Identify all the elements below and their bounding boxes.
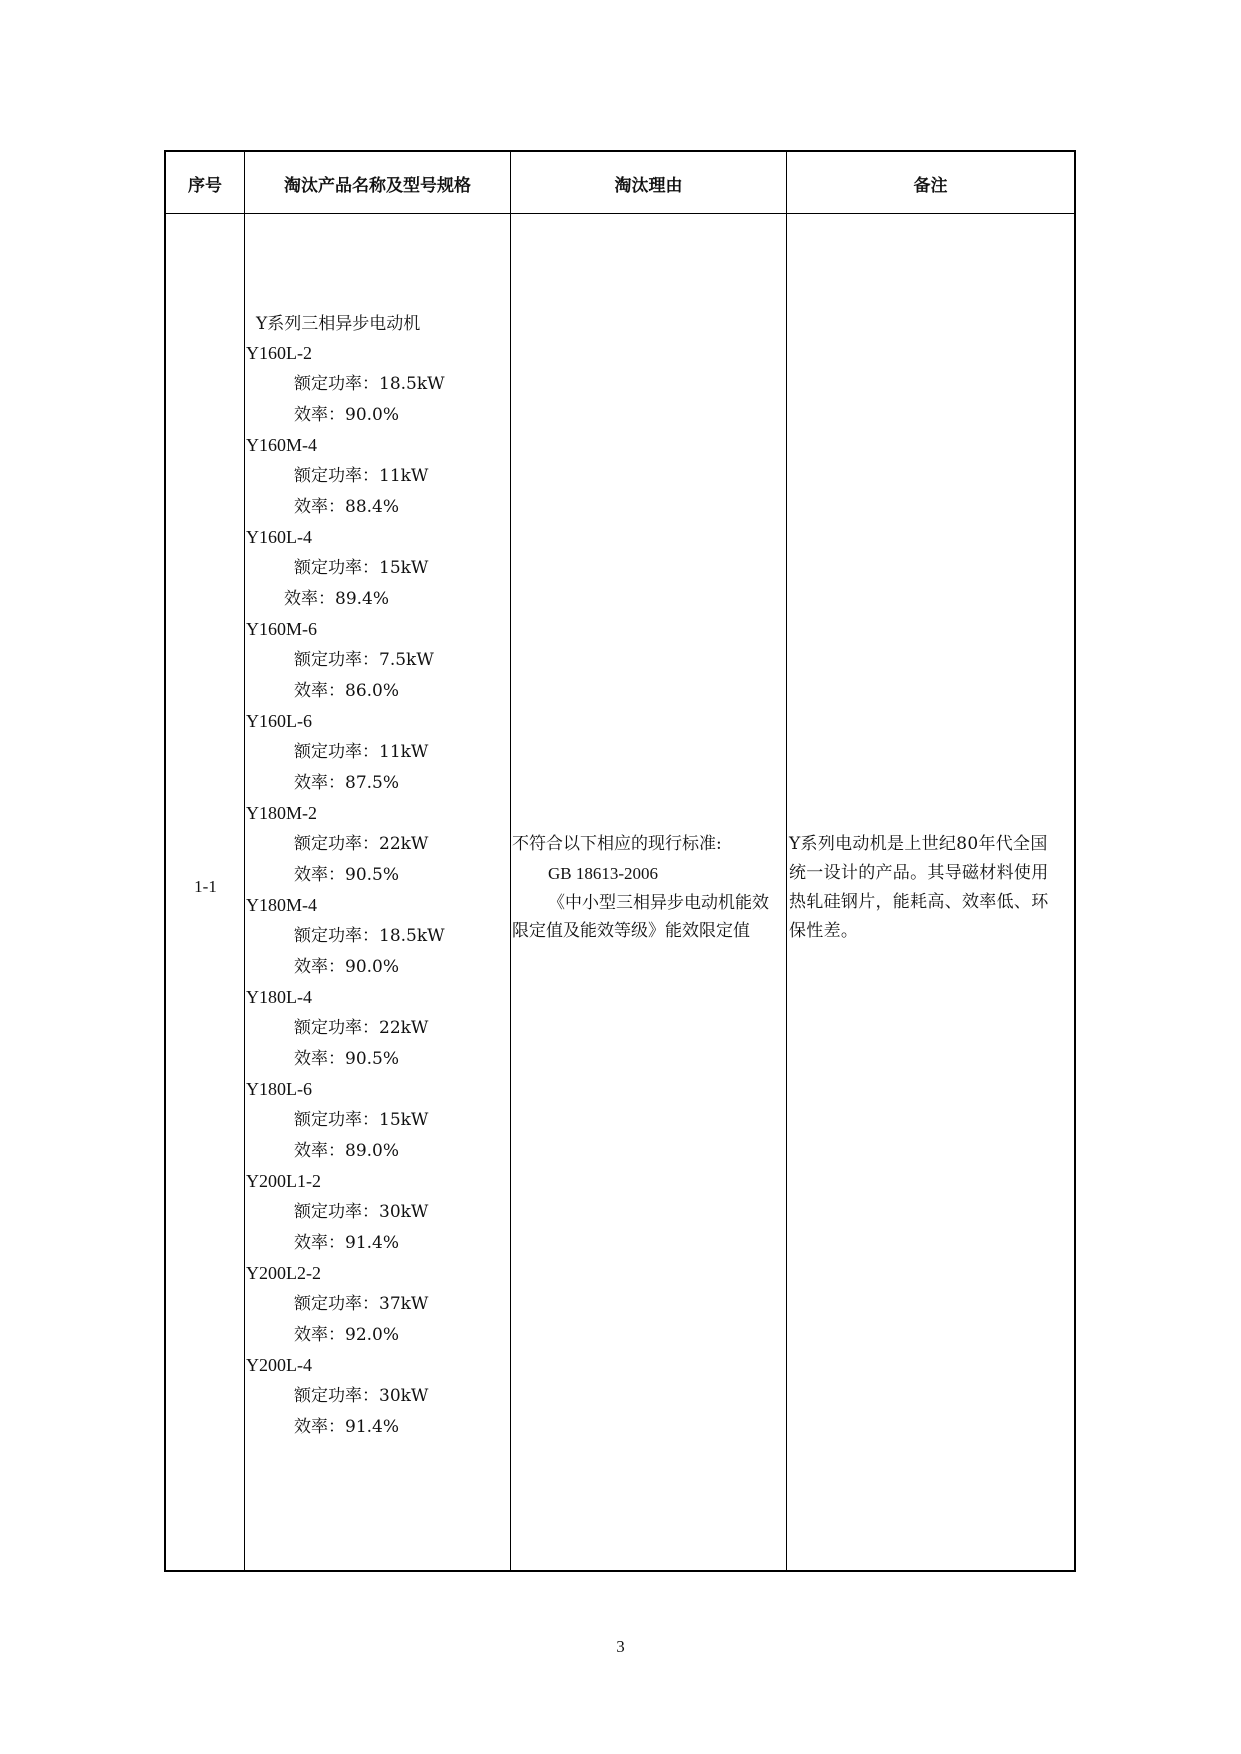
model-name: Y200L2-2 [246, 1263, 321, 1283]
efficiency: 效率：91.4% [294, 1233, 400, 1253]
remark-line: 保性差。 [789, 921, 859, 941]
product-list [246, 310, 511, 1442]
efficiency: 效率：89.4% [284, 589, 390, 609]
efficiency: 效率：92.0% [294, 1325, 400, 1345]
efficiency: 效率：88.4% [294, 497, 400, 517]
list-item [246, 982, 511, 1074]
header-reason: 淘汰理由 [614, 175, 683, 196]
list-item [246, 890, 511, 982]
list-item [246, 522, 511, 614]
model-name: Y160M-4 [246, 435, 317, 455]
efficiency: 效率：90.0% [294, 957, 400, 977]
list-item [246, 1166, 511, 1258]
list-item [246, 430, 511, 522]
efficiency: 效率：90.5% [294, 865, 400, 885]
rated-power: 额定功率：15kW [294, 558, 429, 578]
page-number: 3 [616, 1637, 625, 1656]
rated-power: 额定功率：18.5kW [294, 374, 445, 394]
rated-power: 额定功率：11kW [294, 742, 429, 762]
rated-power: 额定功率：37kW [294, 1294, 429, 1314]
rated-power: 额定功率：22kW [294, 1018, 429, 1038]
model-name: Y180L-4 [246, 987, 312, 1007]
efficiency: 效率：90.0% [294, 405, 400, 425]
model-name: Y160L-2 [246, 343, 312, 363]
elimination-table [164, 150, 1076, 1572]
reason-line: 《中小型三相异步电动机能效 [548, 893, 769, 912]
list-item [246, 338, 511, 430]
header-remark: 备注 [913, 175, 948, 196]
header-product: 淘汰产品名称及型号规格 [284, 175, 471, 196]
list-item [246, 1350, 511, 1442]
reason-line: 不符合以下相应的现行标准: [512, 834, 722, 854]
rated-power: 额定功率：22kW [294, 834, 429, 854]
header-seq: 序号 [188, 175, 222, 196]
remark [789, 830, 1074, 946]
efficiency: 效率：91.4% [294, 1417, 400, 1437]
model-name: Y200L-4 [246, 1355, 312, 1375]
product-title: Y系列三相异步电动机 [256, 314, 421, 334]
rated-power: 额定功率：30kW [294, 1386, 429, 1406]
rated-power: 额定功率：7.5kW [294, 650, 434, 670]
column-divider [244, 152, 245, 1570]
rated-power: 额定功率：30kW [294, 1202, 429, 1222]
list-item [246, 706, 511, 798]
list-item [246, 614, 511, 706]
model-name: Y180M-4 [246, 895, 317, 915]
standard-code: GB 18613-2006 [548, 864, 659, 883]
model-name: Y200L1-2 [246, 1171, 321, 1191]
remark-line: 统一设计的产品。其导磁材料使用 [789, 863, 1049, 883]
remark-line: 热轧硅钢片，能耗高、效率低、环 [789, 892, 1049, 912]
model-name: Y180L-6 [246, 1079, 312, 1099]
model-name: Y160L-4 [246, 527, 312, 547]
rated-power: 额定功率：11kW [294, 466, 429, 486]
list-item [246, 1074, 511, 1166]
elimination-reason [512, 830, 787, 946]
model-name: Y160M-6 [246, 619, 317, 639]
reason-line: 限定值及能效等级》能效限定值 [512, 921, 750, 941]
efficiency: 效率：86.0% [294, 681, 400, 701]
model-name: Y160L-6 [246, 711, 312, 731]
rated-power: 额定功率：15kW [294, 1110, 429, 1130]
list-item [246, 798, 511, 890]
model-name: Y180M-2 [246, 803, 317, 823]
efficiency: 效率：89.0% [294, 1141, 400, 1161]
list-item [246, 1258, 511, 1350]
efficiency: 效率：90.5% [294, 1049, 400, 1069]
efficiency: 效率：87.5% [294, 773, 400, 793]
rated-power: 额定功率：18.5kW [294, 926, 445, 946]
remark-line: Y系列电动机是上世纪80年代全国 [789, 834, 1048, 854]
row-seq: 1-1 [194, 877, 217, 896]
